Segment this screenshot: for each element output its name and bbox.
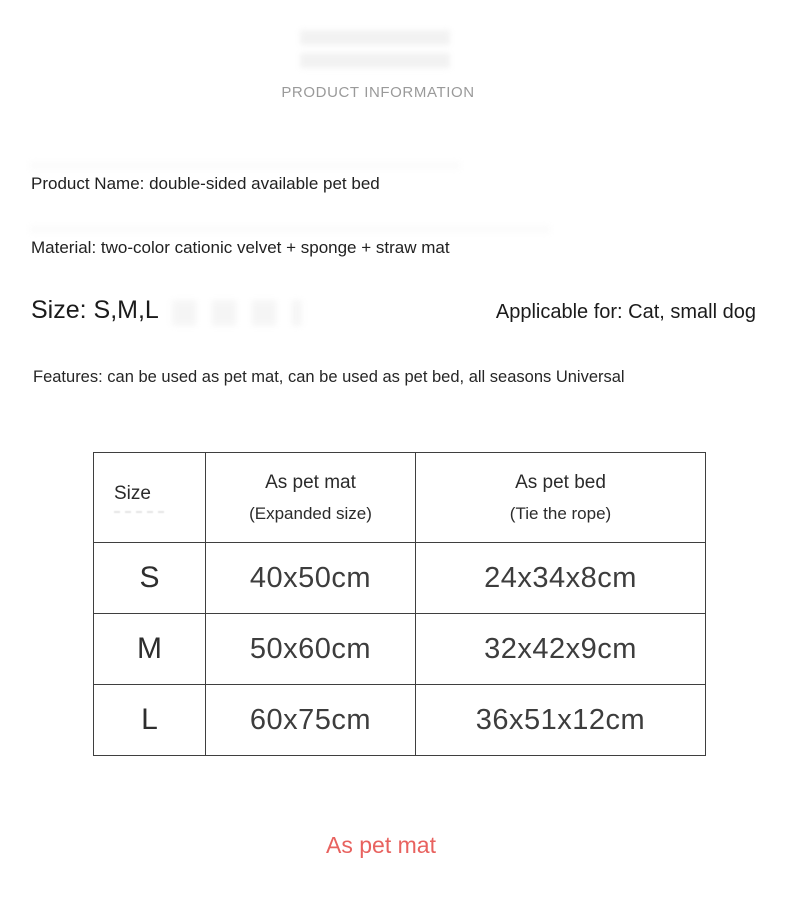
table-row-s — [94, 543, 706, 614]
table-row-m — [94, 614, 706, 685]
faded-text-block — [300, 30, 450, 74]
column-header-pet-mat — [206, 453, 416, 543]
mat-dimension-value: 40x50cm — [206, 543, 416, 614]
table-header-row — [94, 453, 706, 543]
caption-as-pet-mat: As pet mat — [326, 832, 436, 858]
column-header-pet-bed-title: As pet bed — [515, 471, 606, 493]
column-header-size-label: Size — [114, 482, 151, 504]
mat-dimension-value: 60x75cm — [206, 685, 416, 756]
column-header-pet-bed — [416, 453, 706, 543]
size-value: S — [94, 543, 206, 614]
faded-text-remnant — [172, 300, 302, 326]
column-header-pet-mat-title: As pet mat — [265, 471, 356, 493]
size-chart-table — [93, 452, 706, 756]
product-name-line: Product Name: double-sided available pet bed — [31, 174, 380, 193]
column-header-pet-bed-subtitle: (Tie the rope) — [509, 503, 612, 523]
size-value: M — [94, 614, 206, 685]
table-row-l — [94, 685, 706, 756]
faded-text-remnant — [30, 226, 550, 233]
material-line: Material: two-color cationic velvet + sponge + straw mat — [31, 238, 450, 257]
section-title: PRODUCT INFORMATION — [281, 84, 475, 101]
mat-dimension-value: 50x60cm — [206, 614, 416, 685]
column-header-pet-mat-subtitle: (Expanded size) — [249, 503, 372, 523]
size-line: Size: S,M,L — [31, 296, 159, 324]
faded-text-remnant — [114, 511, 164, 513]
column-header-size — [94, 453, 206, 543]
faded-text-remnant — [30, 162, 460, 169]
bed-dimension-value: 24x34x8cm — [416, 543, 706, 614]
bed-dimension-value: 36x51x12cm — [416, 685, 706, 756]
features-line: Features: can be used as pet mat, can be used as pet bed, all seasons Universal — [33, 368, 625, 386]
size-value: L — [94, 685, 206, 756]
applicable-for-line: Applicable for: Cat, small dog — [495, 301, 756, 323]
bed-dimension-value: 32x42x9cm — [416, 614, 706, 685]
